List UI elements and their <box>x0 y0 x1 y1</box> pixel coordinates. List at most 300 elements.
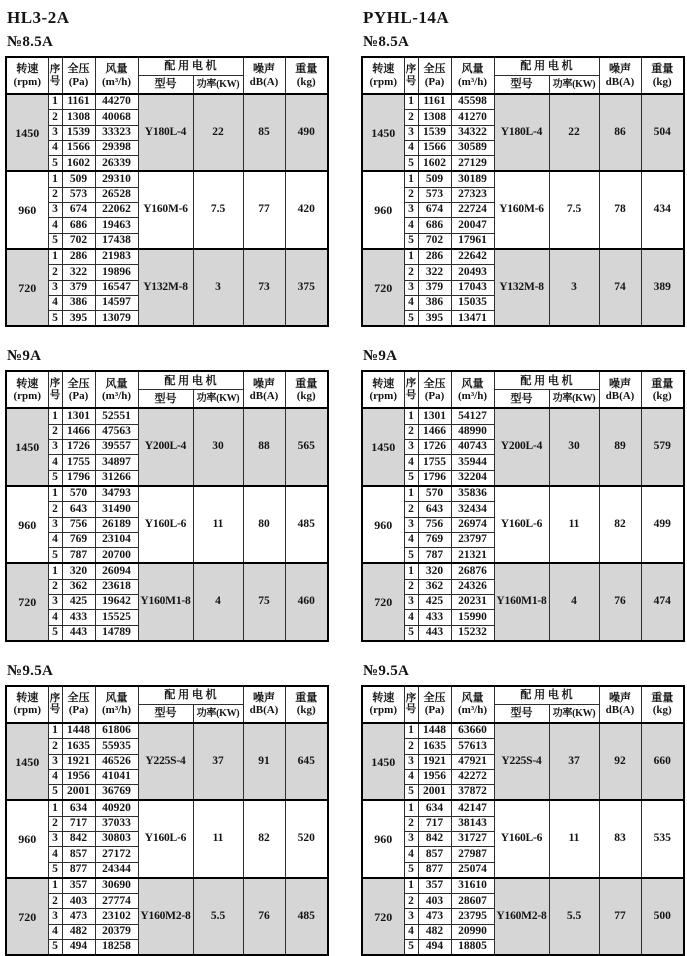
header-speed <box>6 57 48 94</box>
header-row-1 <box>6 371 328 390</box>
header-line: 转速 <box>16 377 39 390</box>
table-row <box>6 800 328 816</box>
flow-cell: 14597 <box>95 295 138 310</box>
seq-cell: 3 <box>404 517 418 532</box>
noise-cell: 73 <box>243 249 285 326</box>
flow-cell: 23102 <box>95 909 138 924</box>
header-pressure <box>418 686 451 723</box>
seq-cell: 1 <box>48 171 62 187</box>
header-flow <box>451 57 494 94</box>
flow-cell: 15232 <box>451 625 494 641</box>
header-line: dB(A) <box>249 704 279 717</box>
seq-cell: 5 <box>404 862 418 878</box>
motor-model-cell: Y160M-6 <box>494 171 549 248</box>
motor-model-cell: Y180L-4 <box>494 94 549 171</box>
motor-model-cell: Y160L-6 <box>138 486 193 563</box>
header-motor-model: 型号 <box>138 390 193 409</box>
flow-cell: 25074 <box>451 862 494 878</box>
pressure-cell: 877 <box>418 862 451 878</box>
header-line: 重量 <box>295 692 318 705</box>
weight-cell: 490 <box>285 94 328 171</box>
header-row-1 <box>362 371 684 390</box>
pressure-cell: 494 <box>418 940 451 956</box>
pressure-cell: 573 <box>62 187 95 202</box>
spec-table <box>5 685 329 956</box>
pressure-cell: 395 <box>418 311 451 327</box>
size-label: №9A <box>7 348 42 365</box>
rpm-cell: 1450 <box>6 94 48 171</box>
seq-cell: 1 <box>48 408 62 424</box>
size-label: №9.5A <box>363 662 410 679</box>
pressure-cell: 1956 <box>62 769 95 784</box>
header-line: 转速 <box>16 63 39 76</box>
header-motor-model: 型号 <box>494 704 549 723</box>
flow-cell: 28607 <box>451 894 494 909</box>
header-motor-power: 功率(KW) <box>193 704 243 723</box>
weight-cell: 579 <box>641 408 684 485</box>
header-line: 全压 <box>423 692 446 705</box>
weight-cell: 485 <box>285 486 328 563</box>
header-line: dB(A) <box>249 75 279 88</box>
pressure-cell: 769 <box>62 532 95 547</box>
header-line: (Pa) <box>68 704 89 717</box>
header-line: (kg) <box>652 704 672 717</box>
flow-cell: 15035 <box>451 295 494 310</box>
flow-cell: 17961 <box>451 233 494 249</box>
table-body <box>6 723 328 955</box>
seq-cell: 1 <box>48 563 62 579</box>
flow-cell: 15525 <box>95 610 138 625</box>
motor-model-cell: Y132M-8 <box>494 249 549 326</box>
flow-cell: 39557 <box>95 440 138 455</box>
header-line: (kg) <box>652 75 672 88</box>
header-line: (rpm) <box>369 389 397 402</box>
flow-cell: 40743 <box>451 440 494 455</box>
pressure-cell: 686 <box>418 218 451 233</box>
header-motor-group: 配 用 电 机 <box>138 371 243 390</box>
flow-cell: 20493 <box>451 265 494 280</box>
flow-cell: 34793 <box>95 486 138 502</box>
flow-cell: 31490 <box>95 502 138 517</box>
pressure-cell: 857 <box>62 847 95 862</box>
table-row <box>362 723 684 739</box>
flow-cell: 23104 <box>95 532 138 547</box>
flow-cell: 29398 <box>95 140 138 155</box>
seq-cell: 5 <box>404 785 418 801</box>
noise-cell: 86 <box>599 94 641 171</box>
header-line: 号 <box>405 704 417 716</box>
motor-model-cell: Y225S-4 <box>138 723 193 800</box>
seq-cell: 1 <box>404 171 418 187</box>
seq-cell: 2 <box>48 502 62 517</box>
flow-cell: 13471 <box>451 311 494 327</box>
power-cell: 11 <box>193 486 243 563</box>
flow-cell: 23618 <box>95 579 138 594</box>
table-header <box>362 686 684 723</box>
seq-cell: 5 <box>404 156 418 172</box>
rpm-cell: 1450 <box>362 94 404 171</box>
header-line: 风量 <box>105 377 128 390</box>
weight-cell: 474 <box>641 563 684 640</box>
flow-cell: 27987 <box>451 847 494 862</box>
flow-cell: 19896 <box>95 265 138 280</box>
header-motor-group: 配 用 电 机 <box>494 57 599 76</box>
header-line: 风量 <box>461 377 484 390</box>
header-line: 转速 <box>372 692 395 705</box>
header-noise <box>243 57 285 94</box>
motor-model-cell: Y160L-6 <box>494 800 549 877</box>
header-weight <box>641 371 684 408</box>
header-row-1 <box>6 57 328 76</box>
header-speed <box>362 57 404 94</box>
seq-cell: 4 <box>404 924 418 939</box>
table-body <box>362 94 684 326</box>
header-noise <box>243 371 285 408</box>
noise-cell: 89 <box>599 408 641 485</box>
pressure-cell: 379 <box>62 280 95 295</box>
table-row <box>362 878 684 894</box>
flow-cell: 35944 <box>451 455 494 470</box>
power-cell: 3 <box>193 249 243 326</box>
seq-cell: 5 <box>48 548 62 564</box>
header-line: 序 <box>405 63 417 75</box>
pressure-cell: 570 <box>418 486 451 502</box>
flow-cell: 35836 <box>451 486 494 502</box>
seq-cell: 5 <box>48 311 62 327</box>
column-pyhl-14a <box>361 8 683 953</box>
header-flow <box>451 371 494 408</box>
header-line: 号 <box>405 75 417 87</box>
pressure-cell: 395 <box>62 311 95 327</box>
pressure-cell: 1308 <box>62 110 95 125</box>
power-cell: 3 <box>549 249 599 326</box>
seq-cell: 2 <box>404 424 418 439</box>
header-speed <box>362 371 404 408</box>
flow-cell: 61806 <box>95 723 138 739</box>
noise-cell: 74 <box>599 249 641 326</box>
header-weight <box>285 686 328 723</box>
flow-cell: 18805 <box>451 940 494 956</box>
seq-cell: 1 <box>48 800 62 816</box>
size-label: №8.5A <box>7 34 54 50</box>
header-line: 号 <box>49 704 61 716</box>
pressure-cell: 386 <box>418 295 451 310</box>
power-cell: 5.5 <box>193 878 243 955</box>
flow-cell: 30589 <box>451 140 494 155</box>
pressure-cell: 425 <box>62 595 95 610</box>
seq-cell: 1 <box>404 94 418 110</box>
flow-cell: 34897 <box>95 455 138 470</box>
flow-cell: 26876 <box>451 563 494 579</box>
header-motor-power: 功率(KW) <box>193 76 243 95</box>
weight-cell: 420 <box>285 171 328 248</box>
seq-cell: 1 <box>404 249 418 265</box>
pressure-cell: 362 <box>62 579 95 594</box>
flow-cell: 27172 <box>95 847 138 862</box>
pressure-cell: 634 <box>62 800 95 816</box>
flow-cell: 40920 <box>95 800 138 816</box>
header-speed <box>6 686 48 723</box>
motor-model-cell: Y160L-6 <box>494 486 549 563</box>
motor-model-cell: Y200L-4 <box>494 408 549 485</box>
noise-cell: 80 <box>243 486 285 563</box>
header-motor-group: 配 用 电 机 <box>494 371 599 390</box>
table-header <box>6 57 328 94</box>
pressure-cell: 473 <box>418 909 451 924</box>
pressure-cell: 433 <box>62 610 95 625</box>
seq-cell: 5 <box>404 470 418 486</box>
pressure-cell: 842 <box>418 831 451 846</box>
weight-cell: 660 <box>641 723 684 800</box>
noise-cell: 75 <box>243 563 285 640</box>
motor-model-cell: Y160M-6 <box>138 171 193 248</box>
header-motor-group: 配 用 电 机 <box>138 57 243 76</box>
noise-cell: 82 <box>243 800 285 877</box>
pressure-cell: 756 <box>418 517 451 532</box>
rpm-cell: 720 <box>362 563 404 640</box>
header-line: 全压 <box>67 692 90 705</box>
table-row <box>6 249 328 265</box>
flow-cell: 26094 <box>95 563 138 579</box>
header-line: 重量 <box>295 377 318 390</box>
weight-cell: 389 <box>641 249 684 326</box>
flow-cell: 24344 <box>95 862 138 878</box>
seq-cell: 2 <box>48 816 62 831</box>
pressure-cell: 1755 <box>418 455 451 470</box>
flow-cell: 42272 <box>451 769 494 784</box>
seq-cell: 1 <box>404 486 418 502</box>
header-line: dB(A) <box>605 389 635 402</box>
pressure-cell: 756 <box>62 517 95 532</box>
header-line: 风量 <box>461 63 484 76</box>
header-line: (m³/h) <box>458 75 487 88</box>
header-line: 转速 <box>372 63 395 76</box>
header-line: dB(A) <box>249 389 279 402</box>
flow-cell: 45598 <box>451 94 494 110</box>
header-flow <box>95 686 138 723</box>
seq-cell: 2 <box>404 187 418 202</box>
series-title: PYHL-14A <box>363 8 450 27</box>
seq-cell: 3 <box>404 754 418 769</box>
rpm-cell: 960 <box>362 800 404 877</box>
header-motor-power: 功率(KW) <box>549 76 599 95</box>
flow-cell: 22062 <box>95 203 138 218</box>
header-line: 噪声 <box>609 692 631 705</box>
seq-cell: 2 <box>48 187 62 202</box>
flow-cell: 31610 <box>451 878 494 894</box>
table-header <box>6 371 328 408</box>
flow-cell: 36769 <box>95 785 138 801</box>
pressure-cell: 674 <box>418 203 451 218</box>
pressure-cell: 702 <box>418 233 451 249</box>
flow-cell: 47563 <box>95 424 138 439</box>
seq-cell: 1 <box>404 800 418 816</box>
rpm-cell: 720 <box>362 878 404 955</box>
seq-cell: 4 <box>404 532 418 547</box>
table-stack <box>5 33 327 956</box>
header-line: 转速 <box>372 377 395 390</box>
flow-cell: 22642 <box>451 249 494 265</box>
rpm-cell: 720 <box>6 878 48 955</box>
header-row-1 <box>6 686 328 705</box>
header-pressure <box>62 686 95 723</box>
motor-model-cell: Y180L-4 <box>138 94 193 171</box>
seq-cell: 1 <box>48 94 62 110</box>
seq-cell: 5 <box>48 785 62 801</box>
spec-table <box>361 685 685 956</box>
header-seq <box>404 686 418 723</box>
rpm-cell: 1450 <box>6 723 48 800</box>
pressure-cell: 322 <box>418 265 451 280</box>
header-line: 噪声 <box>609 63 631 76</box>
header-motor-group: 配 用 电 机 <box>138 686 243 705</box>
seq-cell: 4 <box>404 218 418 233</box>
column-hl3-2a <box>5 8 327 953</box>
header-line: (m³/h) <box>102 704 131 717</box>
pressure-cell: 634 <box>418 800 451 816</box>
noise-cell: 85 <box>243 94 285 171</box>
pressure-cell: 1956 <box>418 769 451 784</box>
pressure-cell: 1602 <box>418 156 451 172</box>
noise-cell: 92 <box>599 723 641 800</box>
seq-cell: 1 <box>404 878 418 894</box>
header-line: 噪声 <box>253 692 275 705</box>
flow-cell: 44270 <box>95 94 138 110</box>
flow-cell: 32434 <box>451 502 494 517</box>
seq-cell: 2 <box>404 894 418 909</box>
pressure-cell: 1448 <box>418 723 451 739</box>
power-cell: 37 <box>549 723 599 800</box>
seq-cell: 3 <box>48 203 62 218</box>
flow-cell: 16547 <box>95 280 138 295</box>
table-row <box>362 94 684 110</box>
flow-cell: 17438 <box>95 233 138 249</box>
noise-cell: 91 <box>243 723 285 800</box>
header-motor-model: 型号 <box>138 704 193 723</box>
seq-cell: 2 <box>404 739 418 754</box>
power-cell: 4 <box>549 563 599 640</box>
power-cell: 22 <box>193 94 243 171</box>
pressure-cell: 1635 <box>62 739 95 754</box>
flow-cell: 30189 <box>451 171 494 187</box>
flow-cell: 21321 <box>451 548 494 564</box>
pressure-cell: 433 <box>418 610 451 625</box>
header-row-1 <box>362 57 684 76</box>
noise-cell: 76 <box>599 563 641 640</box>
pressure-cell: 643 <box>62 502 95 517</box>
flow-cell: 31266 <box>95 470 138 486</box>
rpm-cell: 960 <box>6 171 48 248</box>
pressure-cell: 443 <box>418 625 451 641</box>
seq-cell: 3 <box>404 203 418 218</box>
flow-cell: 20231 <box>451 595 494 610</box>
table-body <box>362 723 684 955</box>
seq-cell: 5 <box>404 233 418 249</box>
seq-cell: 3 <box>404 909 418 924</box>
pressure-cell: 769 <box>418 532 451 547</box>
rpm-cell: 960 <box>6 486 48 563</box>
header-line: (m³/h) <box>458 389 487 402</box>
rpm-cell: 960 <box>362 486 404 563</box>
seq-cell: 5 <box>48 470 62 486</box>
header-line: (rpm) <box>13 704 41 717</box>
header-line: (kg) <box>296 389 316 402</box>
seq-cell: 2 <box>48 265 62 280</box>
flow-cell: 19463 <box>95 218 138 233</box>
pressure-cell: 1308 <box>418 110 451 125</box>
flow-cell: 20700 <box>95 548 138 564</box>
rpm-cell: 720 <box>6 249 48 326</box>
noise-cell: 76 <box>243 878 285 955</box>
header-speed <box>362 686 404 723</box>
seq-cell: 3 <box>48 517 62 532</box>
seq-cell: 4 <box>48 140 62 155</box>
seq-cell: 5 <box>48 940 62 956</box>
table-row <box>6 723 328 739</box>
pressure-cell: 357 <box>62 878 95 894</box>
pressure-cell: 1602 <box>62 156 95 172</box>
motor-model-cell: Y160M2-8 <box>138 878 193 955</box>
header-motor-model: 型号 <box>494 390 549 409</box>
header-line: 噪声 <box>253 63 275 76</box>
header-line: (Pa) <box>68 389 89 402</box>
pressure-cell: 674 <box>62 203 95 218</box>
flow-cell: 30803 <box>95 831 138 846</box>
seq-cell: 2 <box>404 265 418 280</box>
table-header <box>6 686 328 723</box>
pressure-cell: 482 <box>418 924 451 939</box>
seq-cell: 4 <box>48 218 62 233</box>
size-label: №9A <box>363 348 398 365</box>
noise-cell: 77 <box>243 171 285 248</box>
table-row <box>6 171 328 187</box>
seq-cell: 1 <box>48 723 62 739</box>
seq-cell: 4 <box>404 455 418 470</box>
flow-cell: 14789 <box>95 625 138 641</box>
flow-cell: 37033 <box>95 816 138 831</box>
pressure-cell: 443 <box>62 625 95 641</box>
pressure-cell: 1539 <box>62 125 95 140</box>
header-line: 号 <box>49 389 61 401</box>
motor-model-cell: Y225S-4 <box>494 723 549 800</box>
series-title: HL3-2A <box>7 8 70 27</box>
seq-cell: 4 <box>404 140 418 155</box>
header-line: 序 <box>405 378 417 390</box>
pressure-cell: 320 <box>418 563 451 579</box>
weight-cell: 520 <box>285 800 328 877</box>
header-line: 转速 <box>16 692 39 705</box>
header-line: (rpm) <box>369 704 397 717</box>
power-cell: 11 <box>549 486 599 563</box>
flow-cell: 31727 <box>451 831 494 846</box>
rpm-cell: 720 <box>362 249 404 326</box>
header-line: 风量 <box>105 63 128 76</box>
rpm-cell: 720 <box>6 563 48 640</box>
seq-cell: 3 <box>404 280 418 295</box>
header-line: 全压 <box>423 377 446 390</box>
flow-cell: 27323 <box>451 187 494 202</box>
header-pressure <box>62 57 95 94</box>
weight-cell: 500 <box>641 878 684 955</box>
table-row <box>362 800 684 816</box>
header-pressure <box>418 57 451 94</box>
seq-cell: 1 <box>48 249 62 265</box>
pressure-cell: 1566 <box>418 140 451 155</box>
header-flow <box>95 57 138 94</box>
header-line: (kg) <box>296 75 316 88</box>
seq-cell: 3 <box>404 125 418 140</box>
header-line: 号 <box>405 389 417 401</box>
